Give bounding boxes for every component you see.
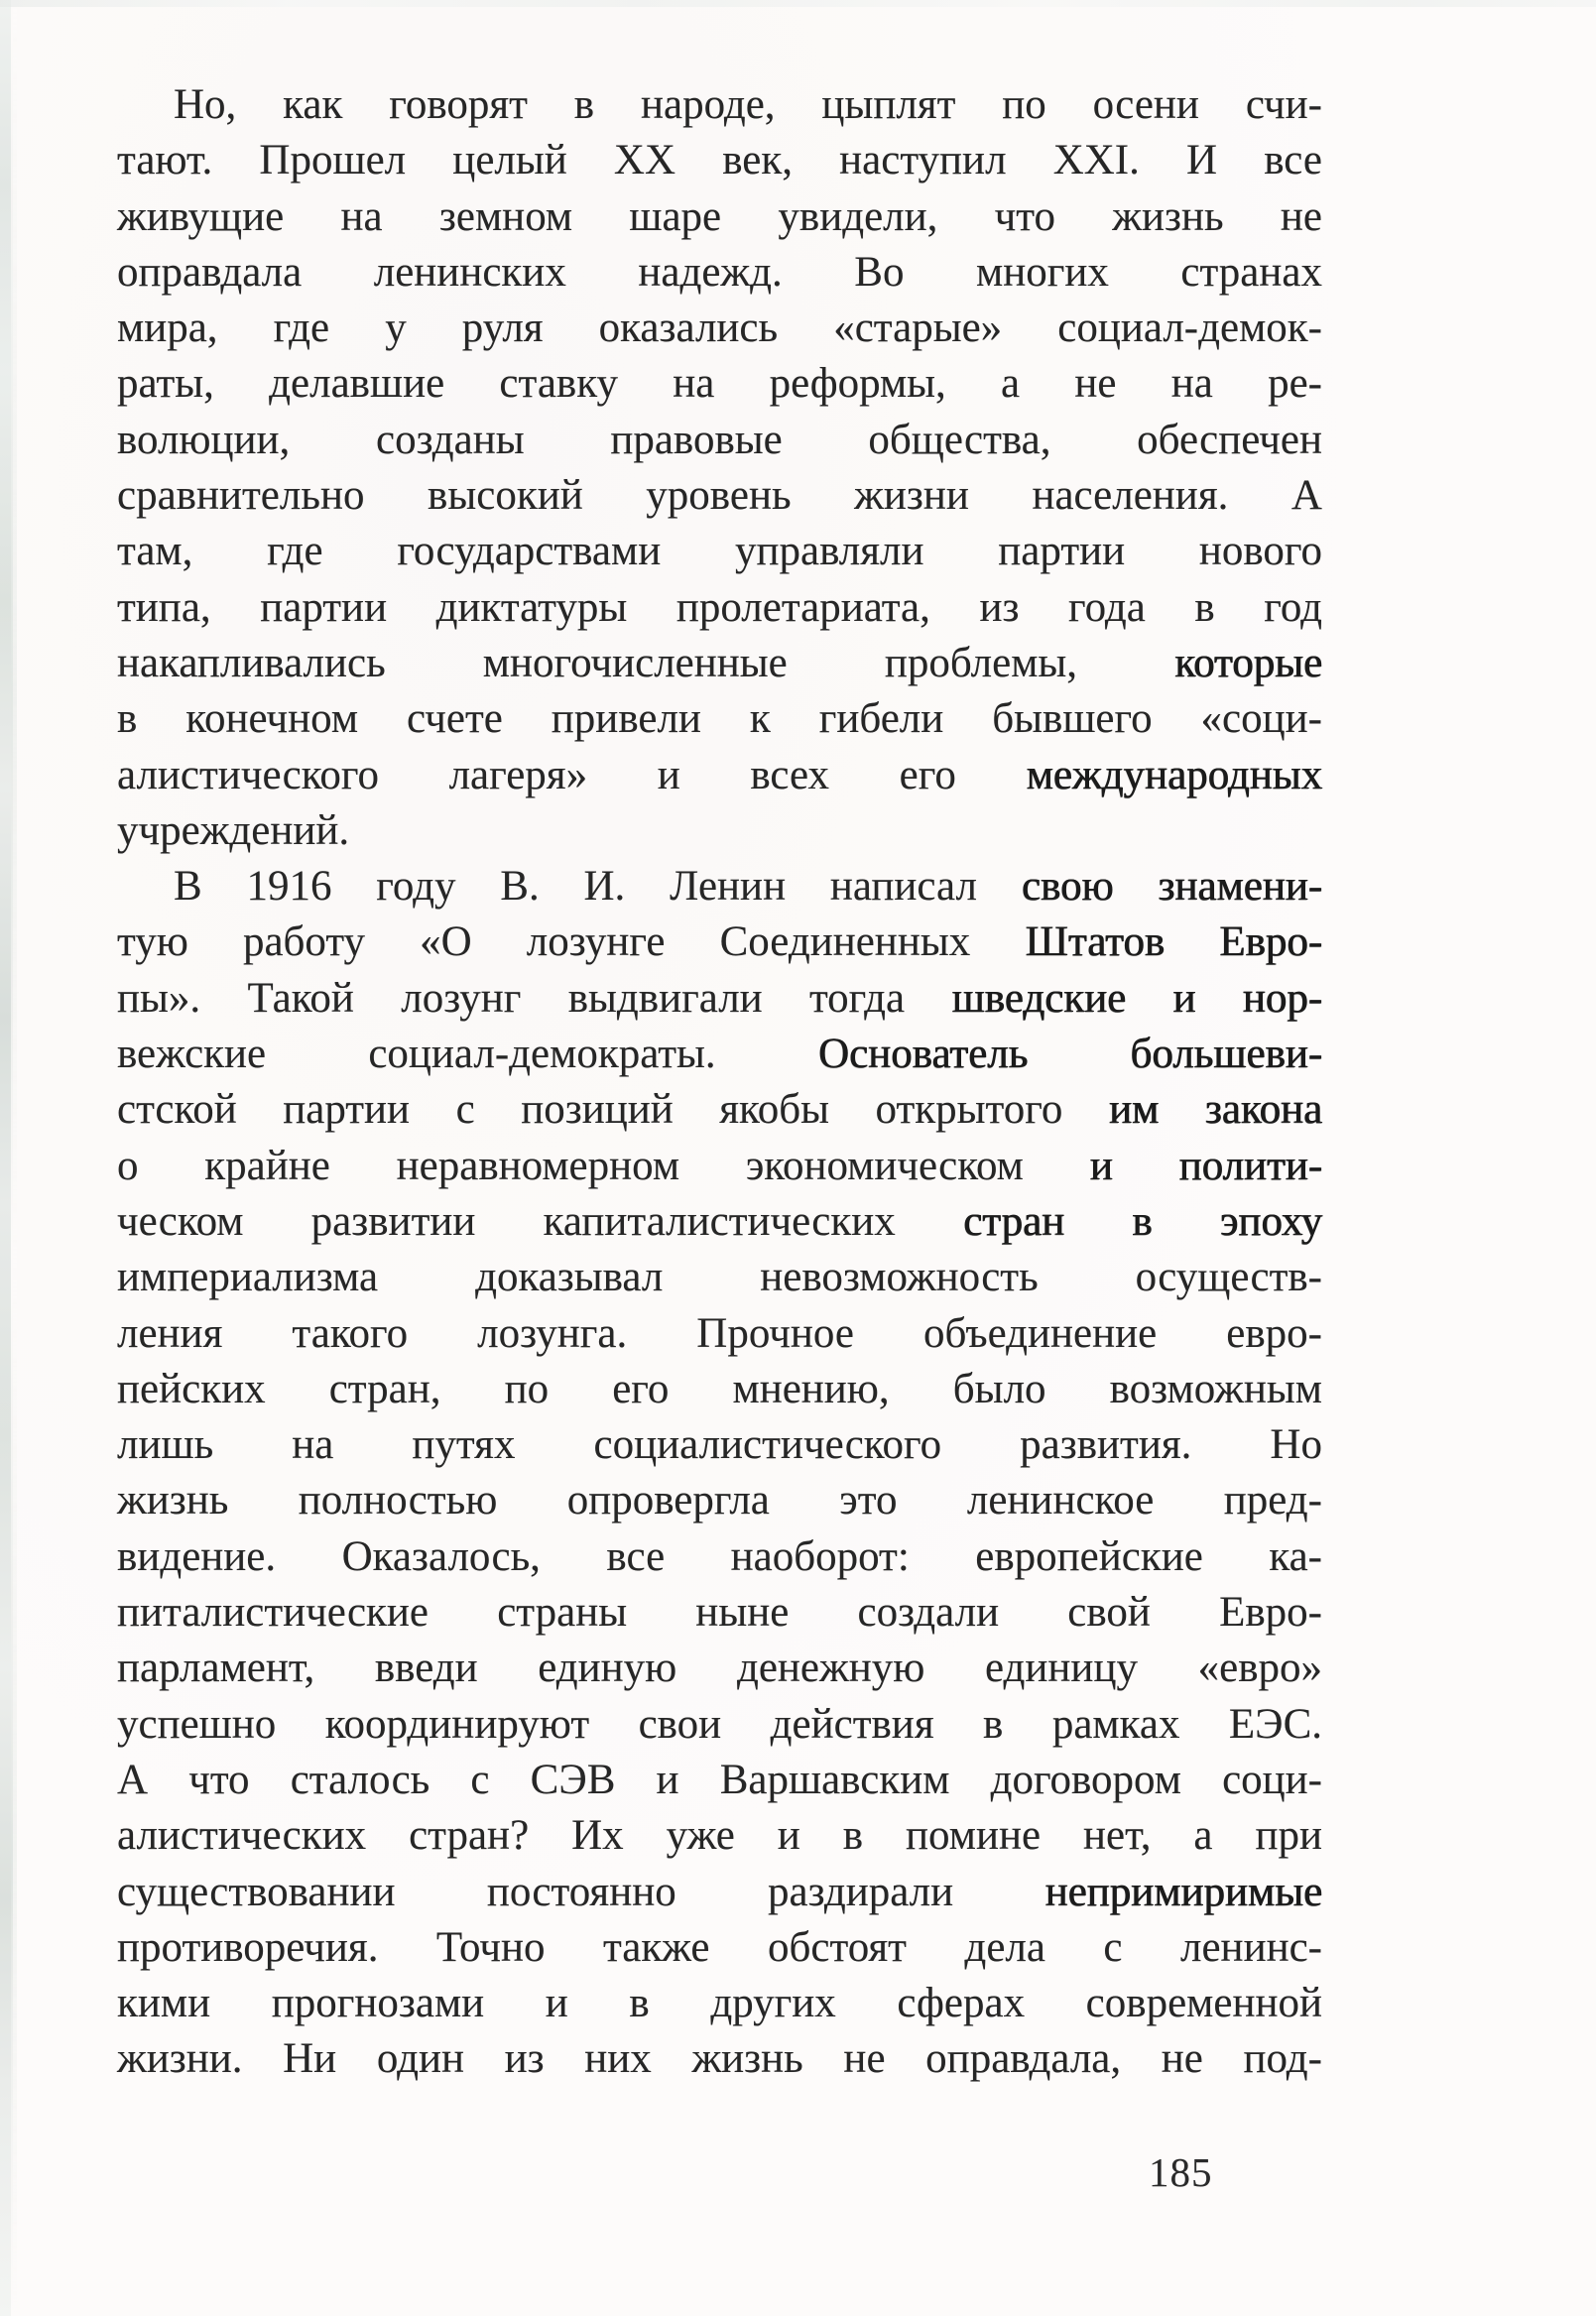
text-segment: стской партии с позиций якобы открытого xyxy=(117,1086,1109,1134)
page-number: 185 xyxy=(1149,2149,1213,2195)
text-segment: противоречия. Точно также обстоят дела с ленинс- xyxy=(117,1923,1322,1971)
text-segment: ческом развитии капиталистических xyxy=(117,1197,964,1245)
text-line xyxy=(117,1082,1322,1138)
text-segment: тую работу «О лозунге Соединенных xyxy=(117,918,1026,966)
text-segment: существовании постоянно раздирали xyxy=(117,1868,1045,1915)
text-segment: жизни. Ни один из них жизнь не оправдала, не под- xyxy=(117,2035,1322,2083)
text-line xyxy=(117,803,1322,859)
left-edge-scan-artifact xyxy=(0,0,13,2316)
top-edge-scan-artifact xyxy=(0,0,1596,7)
text-line xyxy=(117,1362,1322,1417)
text-line xyxy=(117,1808,1322,1864)
text-segment: накапливались многочисленные проблемы, xyxy=(117,639,1175,686)
text-line xyxy=(117,1697,1322,1753)
text-segment: волюции, созданы правовые общества, обеспечен xyxy=(117,416,1322,463)
text-segment: ления такого лозунга. Прочное объединение евро- xyxy=(117,1309,1322,1357)
text-line xyxy=(117,1027,1322,1082)
text-segment-dark: непримиримые xyxy=(1044,1868,1322,1915)
text-segment: в конечном счете привели к гибели бывшего «соци- xyxy=(117,695,1322,743)
text-line xyxy=(117,356,1322,412)
text-segment: А что сталось с СЭВ и Варшавским договором соци- xyxy=(117,1756,1322,1803)
text-segment: раты, делавшие ставку на реформы, а не на ре- xyxy=(117,360,1322,408)
text-segment-dark: шведские и нор- xyxy=(951,974,1322,1022)
text-line xyxy=(117,1641,1322,1696)
text-line xyxy=(117,468,1322,524)
text-segment: лишь на путях социалистического развития. Но xyxy=(117,1421,1322,1469)
text-line xyxy=(117,189,1322,245)
text-segment-dark: которые xyxy=(1174,639,1322,686)
text-line xyxy=(117,748,1322,803)
text-segment: пейских стран, по его мнению, было возможным xyxy=(117,1365,1322,1412)
text-segment: алистического лагеря» и всех его xyxy=(117,751,1027,798)
text-segment: В 1916 году В. И. Ленин написал xyxy=(174,863,1022,911)
text-line xyxy=(117,971,1322,1027)
text-line xyxy=(117,77,1322,133)
text-segment-dark: Основатель большеви- xyxy=(817,1031,1322,1078)
text-segment-dark: Штатов Евро- xyxy=(1025,918,1322,966)
text-line xyxy=(117,1976,1322,2031)
text-segment: оправдала ленинских надежд. Во многих странах xyxy=(117,248,1322,296)
text-line xyxy=(117,636,1322,691)
text-segment: пы». Такой лозунг выдвигали тогда xyxy=(117,974,952,1022)
text-line xyxy=(117,1920,1322,1976)
text-segment: парламент, введи единую денежную единицу «евро» xyxy=(117,1645,1322,1692)
text-segment: сравнительно высокий уровень жизни населения. А xyxy=(117,472,1322,520)
text-line xyxy=(117,1753,1322,1808)
text-line xyxy=(117,1529,1322,1585)
bottom-edge-scan-artifact xyxy=(0,2310,1596,2316)
text-segment: мира, где у руля оказались «старые» социал-демок- xyxy=(117,305,1322,352)
text-segment: видение. Оказалось, все наоборот: европейские ка- xyxy=(117,1532,1322,1580)
text-segment: вежские социал-демократы. xyxy=(117,1031,818,1078)
text-line xyxy=(117,859,1322,914)
text-line xyxy=(117,1585,1322,1641)
text-line xyxy=(117,691,1322,747)
text-segment: живущие на земном шаре увидели, что жизнь не xyxy=(117,192,1322,240)
text-segment-dark: стран в эпоху xyxy=(963,1197,1323,1245)
text-segment: империализма доказывал невозможность осуществ- xyxy=(117,1254,1322,1301)
text-segment: кими прогнозами и в других сферах современной xyxy=(117,1980,1322,2027)
text-segment: успешно координируют свои действия в рамках ЕЭС. xyxy=(117,1700,1322,1748)
text-segment-dark: и полити- xyxy=(1089,1142,1322,1189)
text-block xyxy=(117,77,1322,2088)
text-line xyxy=(117,524,1322,579)
text-line xyxy=(117,580,1322,636)
text-segment: о крайне неравномерном экономическом xyxy=(117,1142,1090,1189)
text-line xyxy=(117,413,1322,468)
text-line xyxy=(117,245,1322,301)
text-segment: там, где государствами управляли партии нового xyxy=(117,528,1322,575)
text-line xyxy=(117,914,1322,970)
text-segment: учреждений. xyxy=(117,806,350,854)
text-segment: типа, партии диктатуры пролетариата, из года в год xyxy=(117,583,1322,631)
text-segment: тают. Прошел целый XX век, наступил XXI. И все xyxy=(117,137,1322,184)
text-line xyxy=(117,1194,1322,1250)
text-segment: питалистические страны ныне создали свой Евро- xyxy=(117,1589,1322,1637)
text-line xyxy=(117,133,1322,188)
text-line xyxy=(117,1250,1322,1305)
text-line xyxy=(117,2031,1322,2087)
text-line xyxy=(117,1139,1322,1194)
text-segment-dark: свою знамени- xyxy=(1021,863,1322,911)
text-line xyxy=(117,301,1322,356)
text-line xyxy=(117,1865,1322,1920)
text-segment-dark: международных xyxy=(1026,751,1322,798)
text-line xyxy=(117,1417,1322,1473)
text-line xyxy=(117,1306,1322,1362)
text-segment: алистических стран? Их уже и в помине нет, а при xyxy=(117,1812,1322,1860)
text-segment-dark: им закона xyxy=(1108,1086,1322,1134)
text-line xyxy=(117,1473,1322,1528)
text-segment: жизнь полностью опровергла это ленинское пред- xyxy=(117,1477,1322,1524)
text-segment: Но, как говорят в народе, цыплят по осени счи- xyxy=(174,81,1322,128)
